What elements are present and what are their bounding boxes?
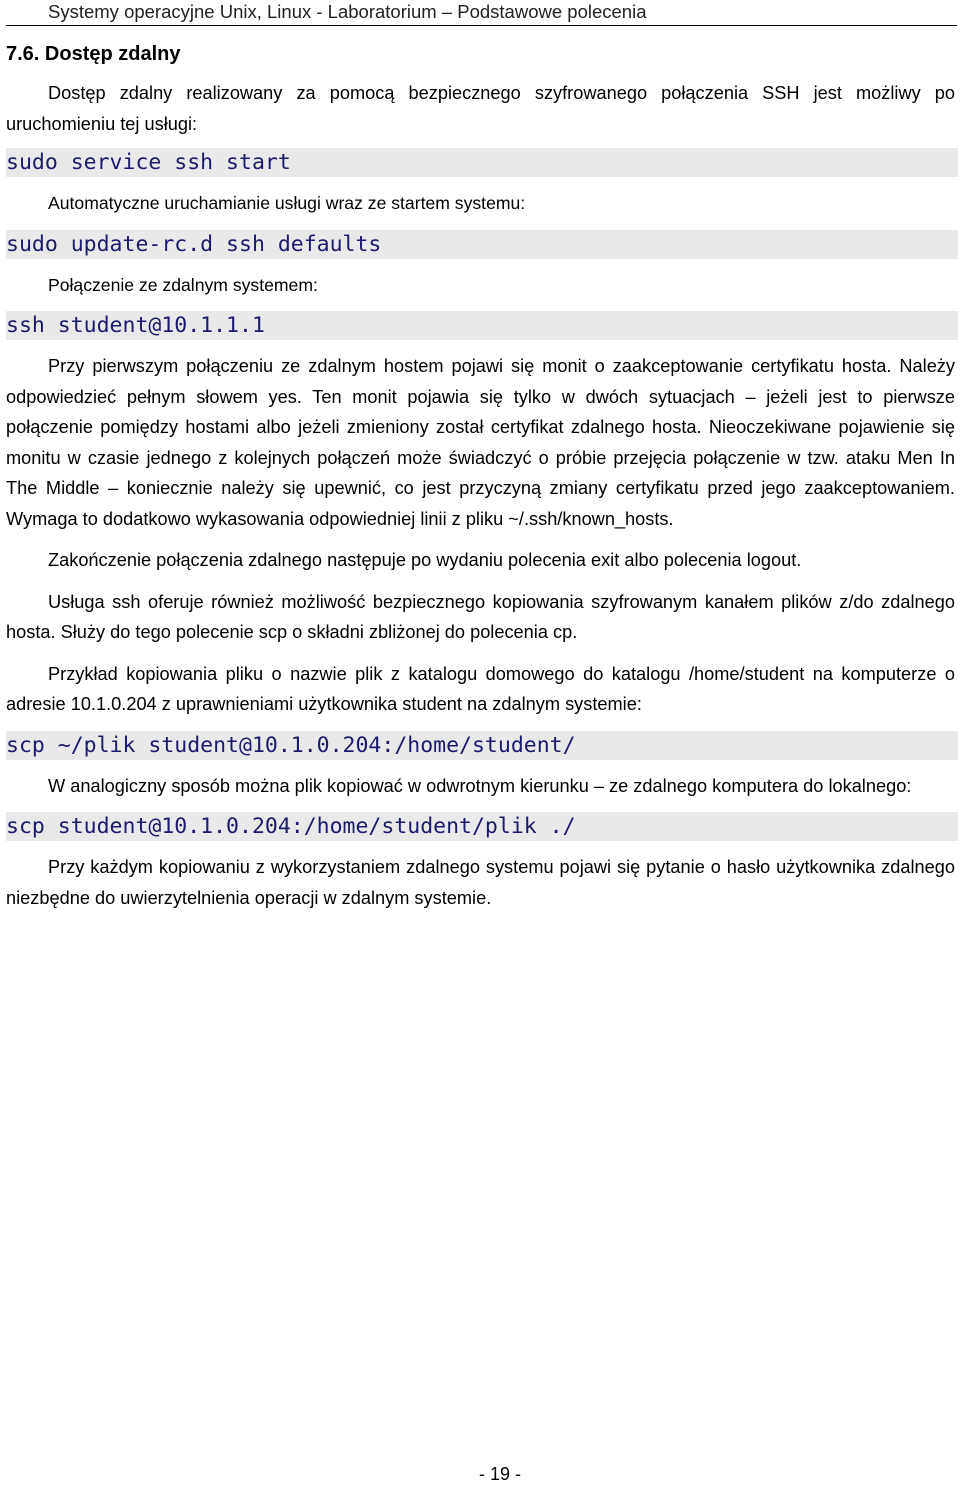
paragraph-intro: Dostęp zdalny realizowany za pomocą bezpiecznego szyfrowanego połączenia SSH jest możliwy po uruchomieniu tej usługi: [6,83,955,134]
paragraph-password: Przy każdym kopiowaniu z wykorzystaniem zdalnego systemu pojawi się pytanie o hasło użytkownika zdalnego niezbędne do uwierzytelnienia operacji w zdalnym systemie. [6,857,955,908]
page-header [6,0,957,26]
paragraph-scp-example: Przykład kopiowania pliku o nazwie plik z katalogu domowego do katalogu /home/student na komputerze o adresie 10.1.0.204 z uprawnieniami użytkownika student na zdalnym systemie: [6,663,955,714]
page-number: - 19 - [478,1464,521,1484]
paragraph-logout: Zakończenie połączenia zdalnego następuje po wydaniu polecenia exit albo polecenia logout. [48,550,802,570]
section-title: 7.6. Dostęp zdalny [6,43,181,65]
code-block-service-start: sudo service ssh start [6,148,958,177]
paragraph-connection: Połączenie ze zdalnym systemem: [48,274,318,295]
paragraph-scp-reverse: W analogiczny sposób można plik kopiować w odwrotnym kierunku – ze zdalnego komputera do lokalnego: [48,775,912,796]
paragraph-autostart: Automatyczne uruchamianie usługi wraz ze startem systemu: [48,193,526,213]
code-block-update-rc: sudo update-rc.d ssh defaults [6,230,958,259]
code-block-scp-download: scp student@10.1.0.204:/home/student/plik ./ [6,812,958,841]
header-title: Systemy operacyjne Unix, Linux - Laboratorium – Podstawowe polecenia [48,1,647,22]
paragraph-scp-intro: Usługa ssh oferuje również możliwość bezpiecznego kopiowania szyfrowanym kanałem plików z/do zdalnego hosta. Służy do tego polecenie scp o składni zbliżonej do polecenia cp. [6,591,955,642]
document-body [6,78,955,913]
code-block-scp-upload: scp ~/plik student@10.1.0.204:/home/student/ [6,731,958,760]
code-block-ssh-connect: ssh student@10.1.1.1 [6,311,958,340]
paragraph-first-connection: Przy pierwszym połączeniu ze zdalnym hostem pojawi się monit o zaakceptowanie certyfikatu hosta. Należy odpowiedzieć pełnym słowem yes. Ten monit pojawia się tylko w dwóch sytuacjach – jeżeli jest to pierwsze połączenie pomiędzy hostami albo jeżeli zmieniony został certyfikat zdalnego hosta. Nieoczekiwane pojawienie się monitu w czasie jednego z kolejnych połączeń może świadczyć o próbie przejęcia połączenie w tzw. ataku Men In The Middle – koniecznie należy się upewnić, co jest przyczyną zmiany certyfikatu przed jego zaakceptowaniem. Wymaga to dodatkowo wykasowania odpowiedniej linii z pliku ~/.ssh/known_hosts. [6,356,955,529]
